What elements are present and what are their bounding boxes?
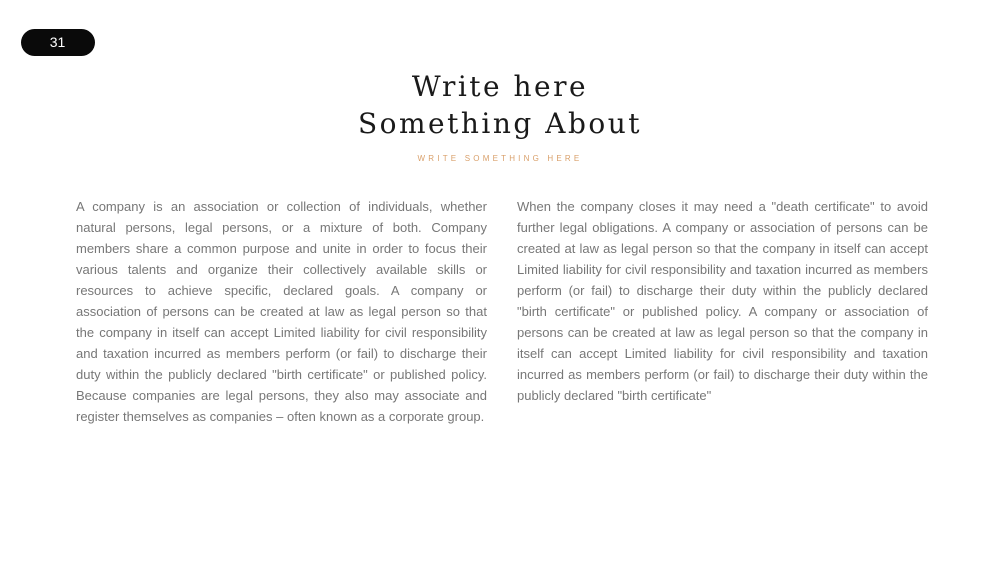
- page-number: 31: [49, 34, 66, 50]
- title-line-1: Write here: [411, 70, 589, 103]
- subtitle: WRITE SOMETHING HERE: [417, 154, 583, 163]
- right-paragraph: When the company closes it may need a "death certificate" to avoid further legal obligations. A company or association of persons can be created at law as legal person so that the company in itself can accept Limited liability for civil responsibility and taxation incurred as members perform (or fail) to discharge their duty within the publicly declared "birth certificate" or published policy. A company or association of persons can be created at law as legal person so that the company in itself can accept Limited liability for civil responsibility and taxation incurred as members perform (or fail) to discharge their duty within the publicly declared "birth certificate": [517, 199, 928, 403]
- title-line-2: Something About: [357, 107, 643, 140]
- slide-title: [0, 68, 1000, 142]
- page-number-badge: [21, 29, 95, 56]
- left-paragraph: A company is an association or collection of individuals, whether natural persons, legal persons, or a mixture of both. Company members share a common purpose and unite in order to focus their various talents and organize their collectively available skills or resources to achieve specific, declared goals. A company or association of persons can be created at law as legal person so that the company in itself can accept Limited liability for civil responsibility and taxation incurred as members perform (or fail) to discharge their duty within the publicly declared "birth certificate" or published policy. Because companies are legal persons, they also may associate and register themselves as companies – often known as a corporate group.: [76, 199, 487, 424]
